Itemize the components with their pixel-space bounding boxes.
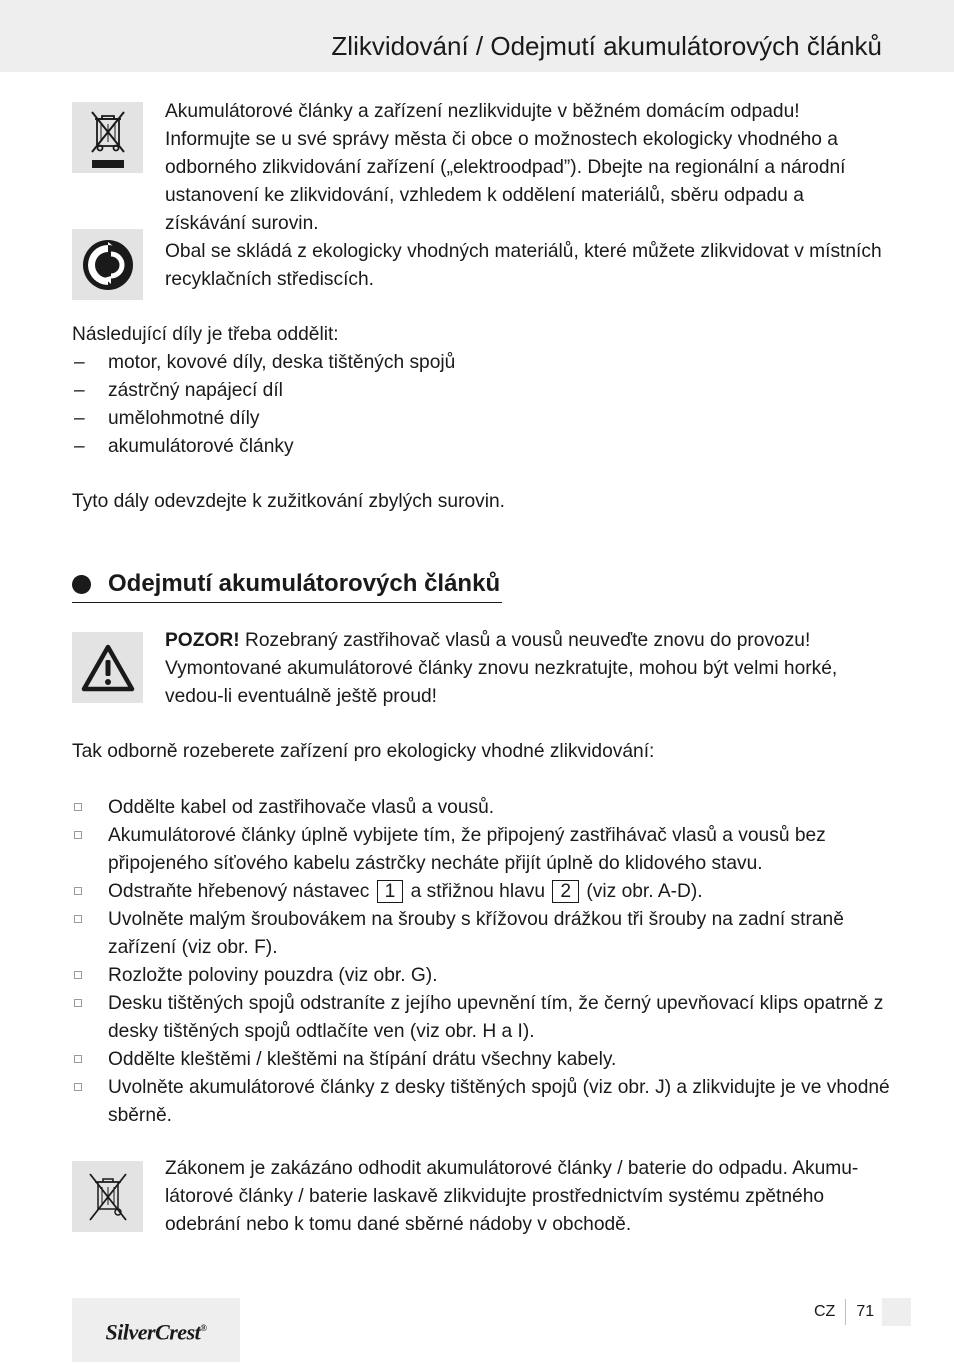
- list-item: [72, 1074, 890, 1130]
- step-text: Desku tištěných spojů odstraníte z jejího upevnění tím, že černý upevňovací klips opatrně z desky tištěných spojů odtlačíte ven (viz obr. H a I).: [108, 993, 884, 1042]
- list-item: [72, 349, 890, 377]
- procedure-steps: [72, 794, 890, 1130]
- warning-text: [165, 627, 890, 711]
- warning-body: Rozebraný zastřihovač vlasů a vousů neuveďte znovu do provozu! Vymontované akumulátorové články znovu nezkratujte, mohou být velmi horké, vedou-li eventuálně ještě proud!: [165, 630, 838, 707]
- list-item: [72, 906, 890, 962]
- list-item: [72, 822, 890, 878]
- checkbox-marker: [74, 915, 82, 923]
- checkbox-marker: [74, 1083, 82, 1091]
- part-reference-1: 1: [377, 880, 404, 903]
- list-item: [72, 1046, 890, 1074]
- green-dot-recycling-icon: [81, 238, 135, 292]
- language-code: CZ: [814, 1303, 836, 1320]
- list-item: [72, 990, 890, 1046]
- list-item: [72, 433, 890, 461]
- weee-icon-box: [72, 102, 143, 173]
- footer-divider: [845, 1299, 846, 1325]
- dash-marker: –: [74, 436, 85, 457]
- step-text: Uvolněte malým šroubovákem na šrouby s křížovou drážkou tři šrouby na zadní straně zařízení (viz obr. F).: [108, 909, 844, 958]
- recycling-text: Obal se skládá z ekologicky vhodných materiálů, které můžete zlikvidovat v místních recyklačních střediscích.: [165, 241, 882, 290]
- list-item: [72, 794, 890, 822]
- step-text: Odstraňte hřebenový nástavec: [108, 881, 375, 902]
- list-item: [72, 405, 890, 433]
- section-heading: [72, 566, 502, 603]
- list-item: [72, 377, 890, 405]
- separation-outro: Tyto dály odevzdejte k zužitkování zbylých surovin.: [72, 491, 505, 512]
- warning-label: POZOR!: [165, 630, 240, 651]
- checkbox-marker: [74, 999, 82, 1007]
- crossed-out-wheelie-bin-icon: [86, 106, 130, 170]
- page-footer-info: [814, 1298, 874, 1326]
- procedure-intro: Tak odborně rozeberete zařízení pro ekologicky vhodné zlikvidování:: [72, 741, 655, 762]
- battery-disposal-text: Zákonem je zakázáno odhodit akumulátorové články / baterie do odpadu. Akumu- látorové články / baterie laskavě zlikvidujte prostřednictvím systému zpětného odebrání nebo k tomu dané sběrné nádoby v obchodě.: [165, 1158, 859, 1235]
- list-item: [72, 962, 890, 990]
- step-text: Uvolněte akumulátorové články z desky tištěných spojů (viz obr. J) a zlikvidujte je ve vhodné sběrně.: [108, 1077, 890, 1126]
- brand-logo: [72, 1298, 240, 1362]
- checkbox-marker: [74, 971, 82, 979]
- checkbox-marker: [74, 887, 82, 895]
- dash-marker: –: [74, 408, 85, 429]
- step-text: Oddělte kleštěmi / kleštěmi na štípání drátu všechny kabely.: [108, 1049, 617, 1070]
- registered-mark: ®: [200, 1322, 207, 1333]
- list-item-text: akumulátorové články: [108, 436, 294, 457]
- checkbox-marker: [74, 831, 82, 839]
- section-heading-text: Odejmutí akumulátorových článků: [108, 570, 501, 597]
- battery-icon-box: [72, 1161, 143, 1232]
- separation-intro: Následující díly je třeba oddělit:: [72, 324, 339, 345]
- list-item: [72, 878, 890, 906]
- dash-marker: –: [74, 380, 85, 401]
- step-text: Oddělte kabel od zastřihovače vlasů a vousů.: [108, 797, 495, 818]
- recycling-icon-box: [72, 229, 143, 300]
- list-item-text: motor, kovové díly, deska tištěných spojů: [108, 352, 456, 373]
- list-item-text: zástrčný napájecí díl: [108, 380, 283, 401]
- part-reference-2: 2: [552, 880, 579, 903]
- separation-list: [72, 349, 890, 461]
- dash-marker: –: [74, 352, 85, 373]
- step-text: (viz obr. A-D).: [581, 881, 703, 902]
- warning-icon-box: [72, 632, 143, 703]
- weee-disposal-text: Akumulátorové články a zařízení nezlikvidujte v běžném domácím odpadu! Informujte se u své správy města či obce o možnostech ekologicky vhodného a odborného zlikvidování zařízení („elektroodpad”). Dbejte na regionální a národní ustanovení ke zlikvidování, vzhledem k oddělení materiálů, sběru odpadu a získávání surovin.: [165, 101, 846, 234]
- heading-bullet: [72, 575, 91, 594]
- page-number: 71: [856, 1303, 875, 1320]
- warning-triangle-icon: [81, 644, 135, 692]
- page-title: Zlikvidování / Odejmutí akumulátorových článků: [331, 31, 882, 61]
- checkbox-marker: [74, 1055, 82, 1063]
- checkbox-marker: [74, 803, 82, 811]
- brand-logo-text: [106, 1314, 207, 1346]
- step-text: Rozložte poloviny pouzdra (viz obr. G).: [108, 965, 438, 986]
- brand-name: SilverCrest: [105, 1319, 201, 1345]
- step-text: Akumulátorové články úplně vybijete tím, že připojený zastřihávač vlasů a vousů bez připojeného síťového kabelu zástrčky necháte přijít úplně do klidového stavu.: [108, 825, 826, 874]
- list-item-text: umělohmotné díly: [108, 408, 260, 429]
- crossed-out-battery-bin-icon: [85, 1170, 131, 1224]
- step-text: a střižnou hlavu: [405, 881, 551, 902]
- footer-tab: [882, 1298, 911, 1326]
